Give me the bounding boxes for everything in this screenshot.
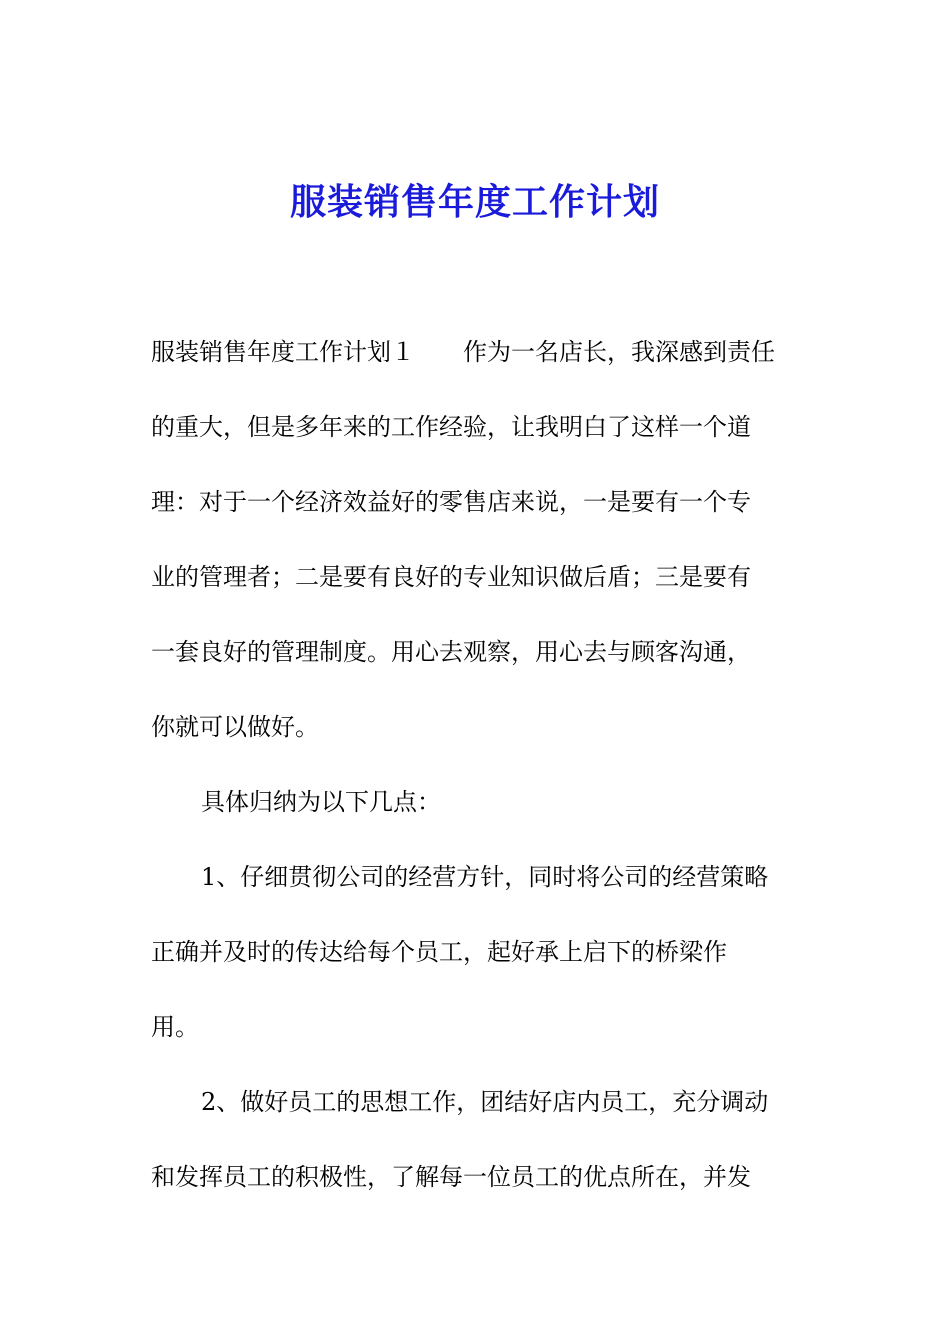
body-line: 业的管理者；二是要有良好的专业知识做后盾；三是要有: [151, 563, 751, 591]
body-line: 服装销售年度工作计划１ 作为一名店长，我深感到责任: [151, 338, 775, 366]
body-line: 的重大，但是多年来的工作经验，让我明白了这样一个道: [151, 413, 751, 441]
body-line: 1、仔细贯彻公司的经营方针，同时将公司的经营策略: [201, 863, 769, 891]
body-line: 一套良好的管理制度。用心去观察，用心去与顾客沟通，: [151, 638, 751, 666]
document-title: 服装销售年度工作计划: [289, 181, 660, 223]
body-line: 理：对于一个经济效益好的零售店来说，一是要有一个专: [151, 488, 751, 516]
body-line: 你就可以做好。: [151, 713, 319, 741]
body-line: 正确并及时的传达给每个员工，起好承上启下的桥梁作: [151, 938, 727, 966]
body-line: 用。: [151, 1013, 199, 1041]
body-line: 具体归纳为以下几点：: [201, 788, 441, 816]
document-body: [151, 326, 811, 1226]
body-line: 2、做好员工的思想工作，团结好店内员工，充分调动: [201, 1088, 769, 1116]
body-line: 和发挥员工的积极性，了解每一位员工的优点所在，并发: [151, 1163, 751, 1191]
